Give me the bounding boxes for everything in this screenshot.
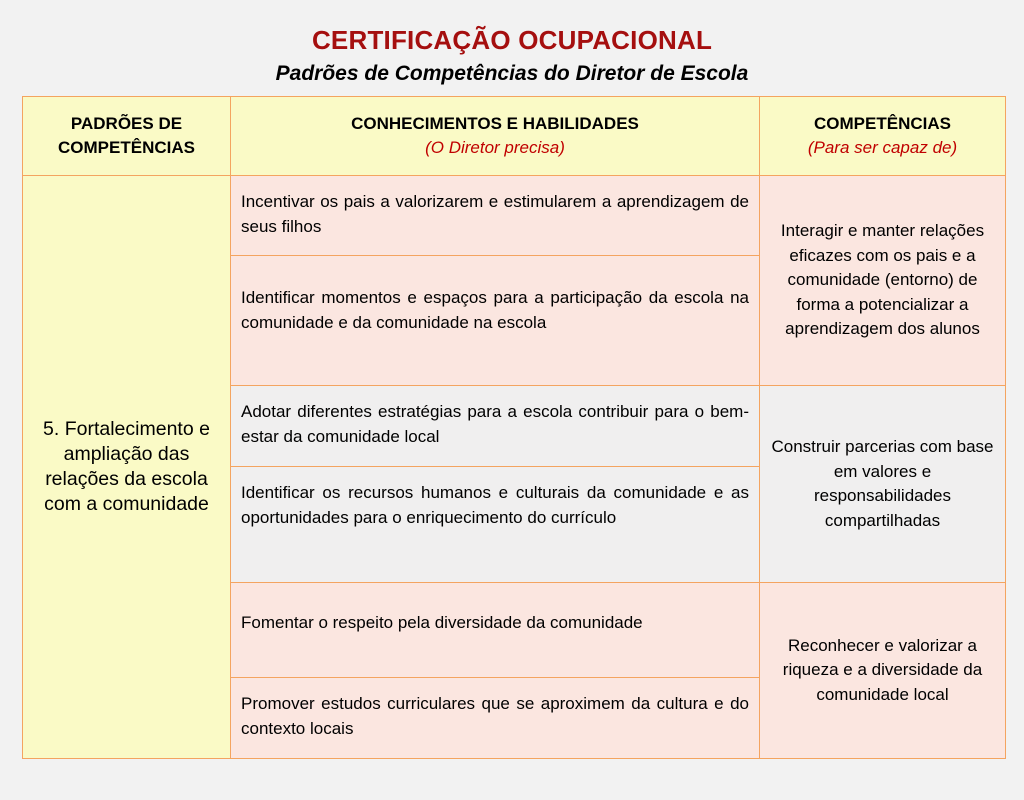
knowledge-cell: Adotar diferentes estratégias para a escola contribuir para o bem-estar da comunidade local — [231, 386, 760, 467]
knowledge-cell: Identificar momentos e espaços para a participação da escola na comunidade e da comunidade na escola — [231, 256, 760, 386]
knowledge-cell: Fomentar o respeito pela diversidade da comunidade — [231, 583, 760, 678]
table-row — [23, 176, 1006, 256]
competency-cell: Reconhecer e valorizar a riqueza e a diversidade da comunidade local — [760, 583, 1006, 759]
knowledge-cell: Promover estudos curriculares que se aproximem da cultura e do contexto locais — [231, 678, 760, 759]
header-knowledge-label: CONHECIMENTOS E HABILIDADES — [351, 114, 639, 133]
header-competencies-sublabel: (Para ser capaz de) — [807, 138, 958, 157]
standard-cell: 5. Fortalecimento e ampliação das relações da escola com a comunidade — [23, 176, 231, 759]
page-title: CERTIFICAÇÃO OCUPACIONAL — [311, 25, 713, 55]
competency-cell: Construir parcerias com base em valores e responsabilidades compartilhadas — [760, 386, 1006, 583]
page-subtitle: Padrões de Competências do Diretor de Escola — [275, 62, 749, 85]
header-knowledge-sublabel: (O Diretor precisa) — [425, 138, 565, 157]
header-knowledge — [231, 97, 760, 176]
knowledge-cell: Incentivar os pais a valorizarem e estimularem a aprendizagem de seus filhos — [231, 176, 760, 256]
competency-cell: Interagir e manter relações eficazes com os pais e a comunidade (entorno) de forma a potencializar a aprendizagem dos alunos — [760, 176, 1006, 386]
header-standards — [23, 97, 231, 176]
table-header-row — [23, 97, 1006, 176]
knowledge-cell: Identificar os recursos humanos e culturais da comunidade e as oportunidades para o enriquecimento do currículo — [231, 467, 760, 583]
header-competencies-label: COMPETÊNCIAS — [814, 114, 951, 133]
header-competencies — [760, 97, 1006, 176]
header-standards-label: PADRÕES DE COMPETÊNCIAS — [58, 114, 195, 157]
competency-table — [22, 96, 1006, 759]
